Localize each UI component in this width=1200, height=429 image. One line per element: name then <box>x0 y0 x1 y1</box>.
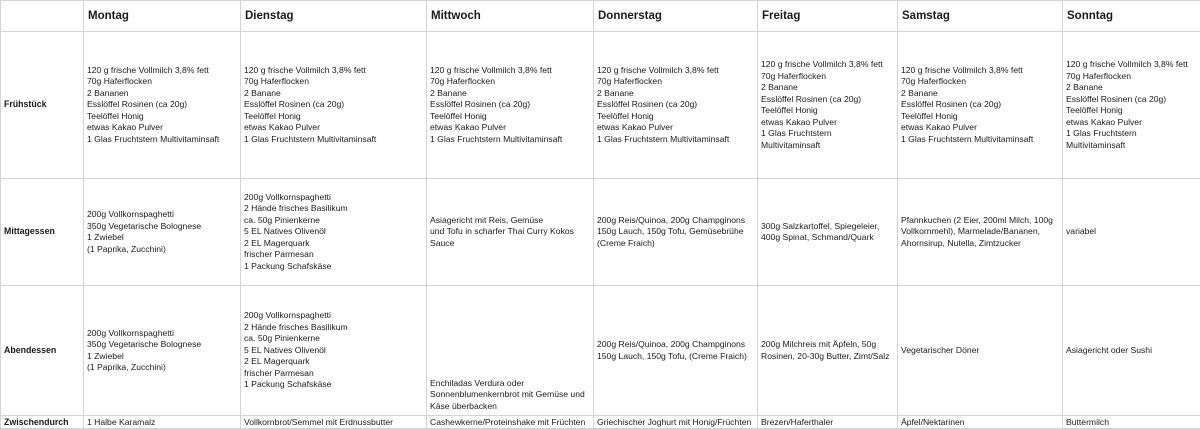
cell-mittagessen-samstag[interactable]: Pfannkuchen (2 Eier, 200ml Milch, 100g Vollkornmehl), Marmelade/Bananen, Ahornsirup, Nutella, Zimtzucker <box>898 179 1063 286</box>
day-header-freitag[interactable]: Freitag <box>758 1 898 32</box>
day-header-samstag[interactable]: Samstag <box>898 1 1063 32</box>
cell-mittagessen-dienstag[interactable]: 200g Vollkornspaghetti 2 Hände frisches Basilikum ca. 50g Pinienkerne 5 EL Natives Olivenöl 2 EL Magerquark frischer Parmesan 1 Packung Schafskäse <box>241 179 427 286</box>
cell-fruehstueck-donnerstag[interactable]: 120 g frische Vollmilch 3,8% fett 70g Haferflocken 2 Banane Esslöffel Rosinen (ca 20g) Teelöffel Honig etwas Kakao Pulver 1 Glas Fruchtstern Multivitaminsaft <box>594 32 758 179</box>
cell-fruehstueck-sonntag[interactable]: 120 g frische Vollmilch 3,8% fett 70g Haferflocken 2 Banane Esslöffel Rosinen (ca 20g) Teelöffel Honig etwas Kakao Pulver 1 Glas Fruchtstern Multivitaminsaft <box>1063 32 1200 179</box>
cell-zwischendurch-freitag[interactable]: Brezen/Haferthaler <box>758 416 898 429</box>
table-row-mittagessen <box>1 179 1200 286</box>
row-label-mittagessen[interactable]: Mittagessen <box>1 179 84 286</box>
day-header-dienstag[interactable]: Dienstag <box>241 1 427 32</box>
cell-zwischendurch-samstag[interactable]: Äpfel/Nektarinen <box>898 416 1063 429</box>
cell-abendessen-sonntag[interactable]: Asiagericht oder Sushi <box>1063 286 1200 416</box>
table-row-fruehstueck <box>1 32 1200 179</box>
cell-mittagessen-donnerstag[interactable]: 200g Reis/Quinoa, 200g Champginons 150g Lauch, 150g Tofu, Gemüsebrühe (Creme Fraich) <box>594 179 758 286</box>
cell-abendessen-dienstag[interactable]: 200g Vollkornspaghetti 2 Hände frisches Basilikum ca. 50g Pinienkerne 5 EL Natives Olivenöl 2 EL Magerquark frischer Parmesan 1 Packung Schafskäse <box>241 286 427 416</box>
cell-abendessen-samstag[interactable]: Vegetarischer Döner <box>898 286 1063 416</box>
cell-zwischendurch-dienstag[interactable]: Vollkornbrot/Semmel mit Erdnussbutter <box>241 416 427 429</box>
cell-fruehstueck-freitag[interactable]: 120 g frische Vollmilch 3,8% fett 70g Haferflocken 2 Banane Esslöffel Rosinen (ca 20g) Teelöffel Honig etwas Kakao Pulver 1 Glas Fruchtstern Multivitaminsaft <box>758 32 898 179</box>
cell-fruehstueck-montag[interactable]: 120 g frische Vollmilch 3,8% fett 70g Haferflocken 2 Bananen Esslöffel Rosinen (ca 20g) Teelöffel Honig etwas Kakao Pulver 1 Glas Fruchtstern Multivitaminsaft <box>84 32 241 179</box>
cell-mittagessen-mittwoch[interactable]: Asiagericht mit Reis, Gemüse und Tofu in scharfer Thai Curry Kokos Sauce <box>427 179 594 286</box>
corner-cell[interactable] <box>1 1 84 32</box>
cell-zwischendurch-montag[interactable]: 1 Halbe Karamalz <box>84 416 241 429</box>
table-row-zwischendurch <box>1 416 1200 429</box>
cell-zwischendurch-donnerstag[interactable]: Griechischer Joghurt mit Honig/Früchten <box>594 416 758 429</box>
header-row <box>1 1 1200 32</box>
table-row-abendessen <box>1 286 1200 416</box>
cell-zwischendurch-sonntag[interactable]: Buttermilch <box>1063 416 1200 429</box>
day-header-donnerstag[interactable]: Donnerstag <box>594 1 758 32</box>
cell-abendessen-mittwoch[interactable]: Enchiladas Verdura oder Sonnenblumenkernbrot mit Gemüse und Käse überbacken <box>427 286 594 416</box>
cell-abendessen-freitag[interactable]: 200g Milchreis mit Äpfeln, 50g Rosinen, 20-30g Butter, Zimt/Salz <box>758 286 898 416</box>
row-label-abendessen[interactable]: Abendessen <box>1 286 84 416</box>
day-header-sonntag[interactable]: Sonntag <box>1063 1 1200 32</box>
day-header-mittwoch[interactable]: Mittwoch <box>427 1 594 32</box>
cell-fruehstueck-dienstag[interactable]: 120 g frische Vollmilch 3,8% fett 70g Haferflocken 2 Banane Esslöffel Rosinen (ca 20g) Teelöffel Honig etwas Kakao Pulver 1 Glas Fruchtstern Multivitaminsaft <box>241 32 427 179</box>
row-label-fruehstueck[interactable]: Frühstück <box>1 32 84 179</box>
cell-fruehstueck-samstag[interactable]: 120 g frische Vollmilch 3,8% fett 70g Haferflocken 2 Banane Esslöffel Rosinen (ca 20g) Teelöffel Honig etwas Kakao Pulver 1 Glas Fruchtstern Multivitaminsaft <box>898 32 1063 179</box>
cell-fruehstueck-mittwoch[interactable]: 120 g frische Vollmilch 3,8% fett 70g Haferflocken 2 Banane Esslöffel Rosinen (ca 20g) Teelöffel Honig etwas Kakao Pulver 1 Glas Fruchtstern Multivitaminsaft <box>427 32 594 179</box>
row-label-zwischendurch[interactable]: Zwischendurch <box>1 416 84 429</box>
cell-abendessen-montag[interactable]: 200g Vollkornspaghetti 350g Vegetarische Bolognese 1 Zwiebel (1 Paprika, Zucchini) <box>84 286 241 416</box>
cell-mittagessen-freitag[interactable]: 300g Salzkartoffel, Spiegeleier, 400g Spinat, Schmand/Quark <box>758 179 898 286</box>
cell-mittagessen-montag[interactable]: 200g Vollkornspaghetti 350g Vegetarische Bolognese 1 Zwiebel (1 Paprika, Zucchini) <box>84 179 241 286</box>
day-header-montag[interactable]: Montag <box>84 1 241 32</box>
cell-zwischendurch-mittwoch[interactable]: Cashewkerne/Proteinshake mit Früchten <box>427 416 594 429</box>
cell-abendessen-donnerstag[interactable]: 200g Reis/Quinoa, 200g Champginons 150g Lauch, 150g Tofu, (Creme Fraich) <box>594 286 758 416</box>
cell-mittagessen-sonntag[interactable]: variabel <box>1063 179 1200 286</box>
